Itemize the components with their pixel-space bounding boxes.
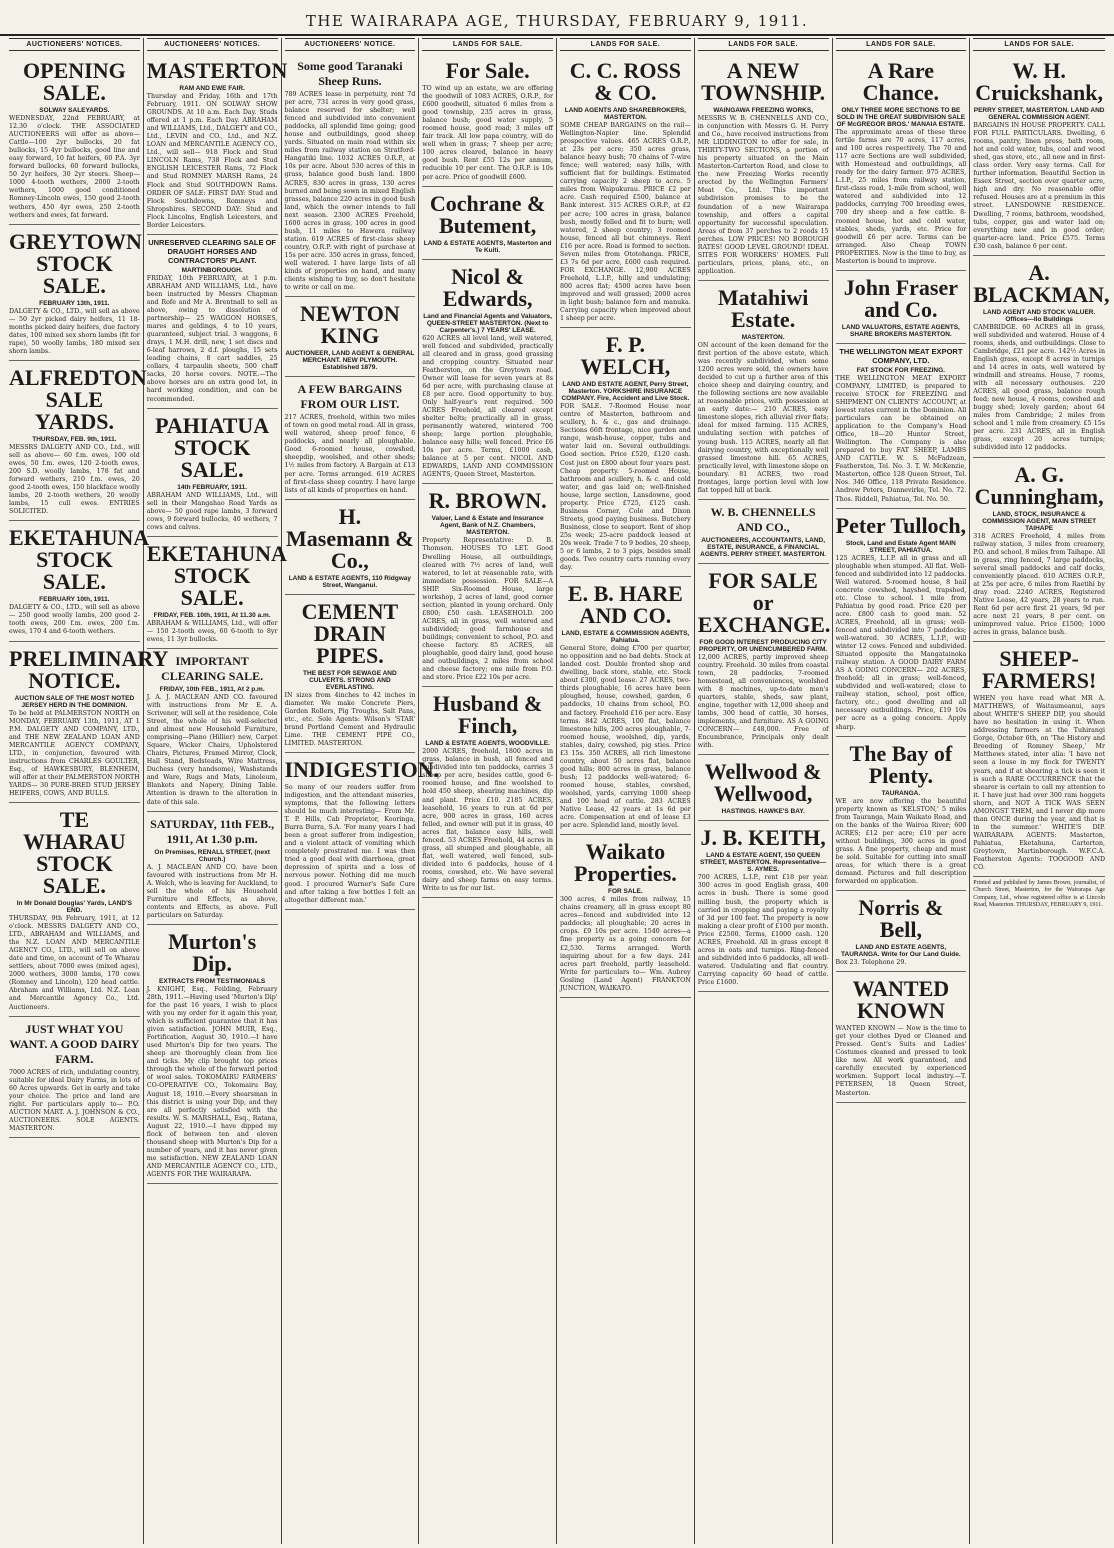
advertisement — [285, 54, 416, 297]
ad-title: PRELIMINARY NOTICE. — [9, 645, 169, 693]
column-header: LANDS FOR SALE. — [560, 38, 691, 51]
ad-title: Peter Tulloch, — [835, 512, 967, 538]
ad-body: General Store, doing £700 per quarter, no opposition and no bad debts. Stock at landed cost. Double fronted shop and dwelling, back store, stable, etc. Stock about £300, good lease. 27 ACRES, two-thirds ploughable, 16 acres have been ploughed, house, cowshed, garden, 6 paddocks, 10 chains from school, P.O. and factory. Freehold £16 per acre. Easy terms. 842 ACRES, 100 flat, balance limestone hills, 200 acres ploughable, 7-roomed house, woolshed, dip, yards, stables, dairy, cowshed, pig sties. Price £3 15s. 350 ACRES, all rich limestone country, about 50 acres flat, balance good hills; 800 acres in grass, balance bush; 12 paddocks well-watered; 6-roomed house, stables, cowshed, woolshed, yards, carrying 1000 sheep and 100 head of cattle. 283 ACRES Native Lease, 42 years at 1s 6d per acre. Compensation at end of lease £3 per acre. Splendid land, mostly level. — [560, 645, 691, 830]
ad-subtitle: Stock, Land and Estate Agent MAIN STREET, PAHIATUA. — [845, 539, 956, 554]
advertisement — [698, 564, 829, 756]
advertisement — [698, 500, 829, 564]
ad-subtitle: MASTERTON. — [741, 333, 785, 341]
column-header: LANDS FOR SALE. — [422, 38, 553, 51]
advertisement — [836, 737, 967, 892]
column-3 — [282, 38, 440, 1544]
column-2 — [144, 38, 288, 1544]
ad-subtitle: PERRY STREET, MASTERTON. LAND AND GENERAL COMMISSION AGENT. — [973, 107, 1105, 121]
ad-title: The Bay of Plenty. — [849, 740, 953, 788]
advertisement — [147, 812, 278, 925]
ad-subtitle: Valuer, Land & Estate and Insurance Agent, Bank of N.Z. Chambers, MASTERTON. — [431, 515, 544, 537]
advertisement — [146, 54, 288, 235]
advertisement — [560, 328, 691, 577]
ad-title: MASTERTON — [146, 58, 288, 83]
ad-body: ON account of the keen demand for the first portion of the above estate, which was recently subdivided, when some 1200 acres were sold, the owners have decided to cut up a further area of this choice sheep and dairying country, and the following sections are now available at reasonable prices, with possession at an early date:— 210 ACRES, easy limestone slopes, rich alluvial river flats; ideal for mixed farming. 115 ACRES, undulating section with patches of young bush. 115 ACRES, nearly all flat dairying country, with exceptionally well grassed limestone hill. 65 ACRES, practically level, with limestone slope on boundary. 81 ACRES, two road frontages, large portion level with low flat topped hill at back. — [697, 341, 829, 494]
ad-body: WEDNESDAY, 22nd FEBRUARY, at 12.30 o'clock. THE ASSOCIATED AUCTIONEERS will offer as above— Cattle—100 2yr bullocks, 20 fat bullocks, 15 4yr bullocks, good line and easy forward, 10 fat heifers, 60 P.A. 3yr forward bullocks, 60 forward bullocks, 50 2yr heifers, 30 2yr steers. Sheep—1000 4-tooth wethers, 2000 2-tooth wethers, 1000 good conditioned Romney-Lincoln ewes, 150 good 2-tooth wethers, 450 4yr ewes, 250 2-tooth wethers and ewes, fat forward. — [9, 115, 140, 219]
ad-subtitle: LAND & ESTATE AGENTS, WOODVILLE. — [425, 740, 550, 748]
ad-body: MESSRS DALGETY AND CO., Ltd., will sell as above— 60 f.m. ewes, 100 old ewes, 50 f.m. ewes, 120 2-tooth ewes, 200 S.D. woolly lambs, 178 fat and forward wethers, 210 f.m. ewes, 20 good 2-tooth ewes, 150 blackface woolly lambs, 20 2-tooth wethers, 20 woolly lambs, 15 cull ewes. ENTRIES SOLICITED. — [9, 443, 140, 516]
ad-title: F. P. WELCH, — [580, 332, 671, 380]
ad-subtitle: LAND AND ESTATE AGENTS, TAURANGA. Write for Our Land Guide. — [841, 944, 961, 959]
ad-subtitle: MARTINBOROUGH. — [181, 266, 243, 274]
column-7 — [833, 38, 971, 1544]
ad-body: To be held at PALMERSTON NORTH on MONDAY, FEBRUARY 13th, 1911, AT 1 P.M. DALGETY AND COMPANY, LTD., and THE NEW ZEALAND LOAN AND MERCANTILE AGENCY COMPANY, LTD., in conjunction, favoured with instructions from CHARLES GOULTER, Esq., of HAWKESBURY, BLENHEIM, will offer at their PALMERSTON NORTH YARDS— 30 PURE-BRED STUD JERSEY HEIFERS, COWS, AND BULLS. — [9, 709, 140, 797]
advertisement — [973, 458, 1105, 643]
advertisement — [9, 521, 150, 641]
ad-title: INDIGESTION. — [284, 756, 440, 782]
advertisement — [146, 537, 287, 649]
ad-title: FOR SALE or EXCHANGE. — [697, 567, 831, 637]
ad-title: EKETAHUNA STOCK SALE. — [9, 525, 150, 595]
ad-title: WANTED KNOWN — [852, 976, 950, 1024]
ad-subtitle: FOR SALE. — [608, 888, 643, 896]
ad-body: J. KNIGHT, Esq., Feilding, February 28th, 1911.—Having used 'Murton's Dip' for the past 16 years, I wish to place with you my order for it again this year, which is sufficient guarantee that it has given satisfaction. JOHN MUIR, Esq., Fortification, August 30, 1910.—I have used Murton's Dip for two years. The sheep are thoroughly clean from lice and ticks. My clip brought top prices through the whole of the forward period of wool sales. TOKOMAIRU FARMERS' CO-OPERATIVE CO., Tokomairu Bay, August 18, 1910.—Every shearsman in this district is using your Dip, and they are all perfectly satisfied with the results. W. S. MARSHALL, Esq., Ratana, August 22, 1910.—I have dipped my flock of between ten and eleven thousand sheep with Murton's Dip for a number of years, and it has never given me satisfaction. NEW ZEALAND LOAN AND MERCANTILE AGENCY CO., LTD., AGENTS FOR THE WAIRARAPA. — [146, 985, 278, 1178]
ad-body: BARGAINS IN HOUSE PROPERTY. CALL FOR FULL PARTICULARS. Dwelling, 6 rooms, pantry, linen press, bath room, hot and cold water, tubs, coal and wood shed, gas stove, etc., all new and in first-class order. Very easy terms. Call for further information. Beautiful Section in Essex Street, section over quarter acre, high and dry. No reasonable offer refused. Houses are at a premium in this street. LANSDOWNE RESIDENCE. Dwelling, 7 rooms, bathroom, woodshed, tubs, copper, gas and water laid on; everything new and in good order; quarter-acre land. Price £575. Terms £30 cash, balance 6 per cent. — [973, 122, 1105, 250]
ad-body: 620 ACRES all level land, well watered, well fenced and subdivided, practically all cleared and in grass, good grassing and cropping country. Situated near Featherston, on the Greytown road. Owner will lease for seven years at 8s 6d per acre, with purchasing clause at £8 per acre. Good opportunity to buy. Only half-year's rent required. 500 ACRES Freehold, all cleared except shelter belts; practically all in grass, permanently watered, wintered 700 sheep; large portion ploughable, balance easy hills; well fenced. Price £6 10s per acre. Terms, £1000 cash, balance at 5 per cent. NICOL AND EDWARDS, LAND AND COMMISSION AGENTS, Queen Street, Masterton. — [422, 334, 553, 479]
ad-subtitle: LAND AND ESTATE AGENT, Perry Street, Masterton. YORKSHIRE INSURANCE COMPANY. Fire, Accident and Live Stock. — [561, 381, 690, 403]
ad-title: R. BROWN. — [428, 488, 547, 514]
ad-title: J. B. KEITH, — [700, 825, 826, 851]
ad-subtitle: FEBRUARY 13th, 1911. — [39, 299, 110, 307]
ad-title: TE WHARAU STOCK SALE. — [23, 807, 126, 899]
advertisement — [836, 972, 967, 1102]
ad-subtitle: AUCTION SALE OF THE MOST NOTED JERSEY HERD IN THE DOMINION. — [14, 694, 135, 709]
ad-body: Box 23. Telephone 29. — [835, 959, 907, 967]
ad-title: Murton's Dip. — [168, 928, 257, 976]
column-header: LANDS FOR SALE. — [836, 38, 967, 51]
advertisement — [9, 1017, 140, 1138]
ad-subtitle: THE BEST FOR SEWAGE AND CULVERTS. STRONG AND EVERLASTING. — [303, 669, 397, 691]
ad-title: Matahiwi Estate. — [717, 284, 809, 332]
ad-title: W. B. CHENNELLS AND CO., — [710, 504, 816, 534]
advertisement — [9, 225, 140, 361]
ad-body: 700 ACRES, L.I.P., rent £18 per year. 300 acres in good English grass, 400 acres in bush. There is some good milling bush, the property which is carried in cropping and paying a royalty of 3d per 100 feet. The property is now making a clear profit of £100 per month. Price £2500. Terms, £1000 cash. 120 ACRES, Freehold. All in grass except 8 acres in oats and turnips. Ring-fenced and subdivided into 6 paddocks, all well-watered. Undulating and flat country. Carrying capacity 60 head of cattle. Price £1600. — [697, 874, 829, 986]
ad-subtitle: AUCTIONEER, LAND AGENT & GENERAL MERCHANT. NEW PLYMOUTH. Established 1879. — [285, 350, 415, 372]
advertisement — [422, 687, 553, 898]
advertisement — [147, 649, 278, 812]
advertisement — [836, 54, 967, 271]
ad-title: A. BLACKMAN, — [973, 259, 1110, 307]
ad-subtitle: WAINGAWA FREEZING WORKS, — [713, 107, 814, 114]
ad-title: Waikato Properties. — [573, 839, 677, 887]
ad-subtitle: LAND VALUATORS, ESTATE AGENTS, SHARE BROKERS MASTERTON. — [841, 323, 960, 338]
ad-subtitle: FOR GOOD INTEREST PRODUCING CITY PROPERTY, OR UNENCUMBERED FARM. — [699, 638, 828, 653]
ad-title: UNRESERVED CLEARING SALE OF DRAUGHT HORSES AND CONTRACTORS' PLANT. — [148, 237, 277, 265]
ad-title: ALFREDTON SALE YARDS. — [9, 364, 147, 434]
ad-title: A NEW TOWNSHIP. — [701, 58, 826, 105]
advertisement — [698, 821, 829, 992]
ad-subtitle: LAND & ESTATE AGENTS, Masterton and Te Kuiti. — [423, 239, 552, 254]
advertisement — [560, 54, 691, 328]
ad-title: Husband & Finch, — [432, 691, 543, 739]
ad-subtitle: RAM AND EWE FAIR. — [179, 85, 245, 92]
ad-body: TO wind up an estate, we are offering the goodwill of 1083 ACRES, O.R.P., for £600 goodwill, situated 6 miles from a good township, 235 acres in grass, balance bush; good water supply, 5 roomed house, good road; 3 miles off fair track. All low papa country, will do well when in grass; 7 sheep per acre; 100 acres cleared, balance in heavy good bush. Rent £55 12s per annum, reducible 10 per cent. The O.R.P. is 10s per acre. Price of goodwill £600. — [422, 85, 553, 181]
ad-title: PAHIATUA STOCK SALE. — [155, 412, 270, 482]
ad-body: THE WELLINGTON MEAT EXPORT COMPANY, LIMITED, is prepared to receive STOCK for FREEZING and SHIPMENT ON CLIENTS' ACCOUNT, at lowest rates current in the Dominion. All particulars can be obtained on application to the Company's Head Office, 18—20 Hunter Street, Wellington. The Company is also prepared to buy FAT SHEEP, LAMBS AND CATTLE. W. S. McFadzean, Featherston, Tel. No. 3. T. W. McKenzie, Masterton, office 128 Queen Street, Tel. Nos. 346 Office, 118 Private Residence. Andrew Peters, Dannevirke, Tel. No. 72. Thos. Riddell, Pahiatua, Tel. No. 50. — [835, 374, 967, 503]
ad-body: ABRAHAM AND WILLIAMS, Ltd., will sell in their Mangahao Road Yards as above— 50 good rape lambs, 3 forward cows, 9 forward bullocks, 40 wethers, 7 cows and calves. — [146, 491, 278, 531]
advertisement — [9, 54, 140, 225]
ad-subtitle: THURSDAY, FEB. 9th, 1911. — [32, 435, 117, 443]
ad-body: DALGETY & CO., LTD., will sell as above— 50 2yr picked dairy heifers, 11 18-months picked dairy heifers, due factory dates, 100 mixed sex shorn lambs (fit for rape), 50 woolly lambs, 180 mixed sex shorn lambs. — [9, 307, 140, 355]
advertisement — [836, 509, 967, 737]
column-header: AUCTIONEERS' NOTICES. — [9, 38, 140, 51]
advertisement — [285, 500, 416, 595]
ad-subtitle: FRIDAY, FEB. 10th, 1911, At 11.30 a.m. — [153, 611, 271, 619]
advertisement — [836, 271, 967, 344]
ad-body: J. A. J. MACLEAN AND CO. favoured with instructions from Mr E. A. Scrivener, will sell at the residence, Cole Street, the whole of his well-selected and almost new Household Furniture, comprising—Piano (Hillier) new, Carpet Square, Wicker Chairs, Upholstered Chairs, Pictures, Framed Mirror, Clock, Hall Stand, Bedsteads, Wire Mattress, Duchess (very handsome), Washstands and Ware, Rugs and Mats, Linoleum, Blankets and Napery, Dining Table. Attention is drawn to the alteration in date of this sale. — [146, 693, 278, 806]
advertisement — [9, 803, 140, 1017]
ad-body: So many of our readers suffer from indigestion, and the attendant miseries, symptoms, that the following letters should be much interesting— From Mr. T. P. Hills, Cab Proprietor, Kooringa, Burra Burra, S.A. 'For many years I had been a great sufferer from indigestion, and a violent attack of vomiting which completely prostrated me. I was then tried a good deal with diarrhoea, great depression of spirits and a loss of nervous power. Nothing did me much good. I procured Warner's Safe Cure and after taking a few bottles I felt an altogether different man.' — [284, 783, 416, 904]
advertisement — [973, 256, 1110, 458]
ad-title: Some good Taranaki Sheep Runs. — [297, 59, 403, 88]
ad-title: THE WELLINGTON MEAT EXPORT COMPANY, LTD. — [839, 346, 963, 365]
advertisement — [147, 235, 278, 409]
ad-body: Thursday and Friday, 16th and 17th February, 1911. ON SOLWAY SHOW GROUNDS. At 10 a.m. Each Day. Studs offered at 1 p.m. Each Day. ABRAHAM and WILLIAMS, Ltd., DALGETY and CO., Ltd., LEVIN and CO., Ltd., and N.Z. LOAN and MERCANTILE AGENCY CO., Ltd., will sell— 918 Flock and Stud LINCOLN Rams, 738 Flock and Stud ENGLISH LEICESTER Rams, 72 Flock and Stud ROMNEY MARSH Rams, 24 Flock and Stud SOUTHDOWN Rams. ORDER OF SALE: FIRST DAY: Stud and Flock Southdowns, Romneys and Shropshires. SECOND DAY: Stud and Flock Lincolns, English Leicesters, and Border Leicesters. — [146, 93, 278, 229]
ad-body: CAMBRIDGE. 60 ACRES all in grass, well subdivided and watered. House of 4 rooms, sheds, and outbuildings. Close to Cambridge, £21 per acre. 142½ Acres in English grass, except 8 acres in turnips and 14 acres in oats, well watered by windmill and streams. House, 7 rooms, with all necessary outhouses. 220 ACRES, all good grass, balance rough feed; new house, 4 rooms, cowshed and buggy shed; lovely garden; about 64 miles from Cambridge; 2 miles from school and 1 mile from creamery. £5 15s per acre. 231 ACRES, all in English grass, except 20 acres turnips; subdivided into 12 paddocks. — [973, 323, 1105, 452]
ad-body: ABRAHAM & WILLIAMS, Ltd., will offer— 150 2-tooth ewes, 60 6-tooth to 8yr ewes, 11 3yr bullocks. — [146, 619, 278, 643]
advertisement — [285, 377, 416, 499]
ad-subtitle: On Premises, RENALL STREET, (next Church.) — [154, 848, 270, 863]
ad-body: DALGETY & CO., LTD., will sell as above— 250 good woolly lambs, 200 good 2-tooth ewes, 200 f.m. ewes, 200 f.m. ewes, 170 4 and 6-tooth wethers. — [9, 604, 140, 636]
advertisement — [560, 835, 691, 998]
ad-body: THURSDAY, 9th February, 1911, at 12 o'clock. MESSRS DALGETY AND CO., LTD., ABRAHAM and WILLIAMS, and the N.Z. LOAN AND MERCANTILE AGENCY CO., LTD., will sell on above date and time, on account of Te Wharau settlers, about 7000 ewes (mixed ages), 2000 wethers, 3000 lambs, 170 cows (Romney and Lincoln), 120 head cattle. Abraham and Williams, Ltd. N.Z. Loan and Mercantile Agency Co., Ltd. Auctioneers. — [9, 915, 140, 1011]
ad-title: SHEEP-FARMERS! — [981, 646, 1097, 694]
ad-body: 7000 ACRES of rich, undulating country, suitable for ideal Dairy Farms, in lots of 60 Acres upwards. Get in early and take your choice. The price and land are right. For particulars apply to— P.O. AUCTION MART. A. J. JOHNSON & CO., AUCTIONEERS. SOLE AGENTS. MASTERTON. — [9, 1068, 140, 1132]
ad-body: 125 ACRES, L.I.P. all in grass and all ploughable when stumped. All flat. Well-fenced and subdivided into 12 paddocks. Well watered. 5-roomed house, 8 bail concrete cowshed, hayshed, trapshed, etc. Close to school. 1 mile from Pahiatua by good road. Price £20 per acre. £800 cash to good man. 52 ACRES, Freehold, all in grass; well-fenced and subdivided into 7 paddocks; well-watered. 30 ACRES, L.I.P., will winter 12 cows. Fenced and subdivided. Situated opposite the Mangatainoka railway station. A GOOD DAIRY FARM AS A GOING CONCERN— 202 ACRES, freehold; all in grass; well-fenced, subdivided and well-watered; close to railway station, school, post office, factory, etc.; good dwelling and all necessary outbuildings. Price, £19 10s per acre as a going concern. Apply sharp. — [835, 554, 967, 731]
ad-title: For Sale. — [445, 58, 530, 83]
ad-subtitle: Land and Financial Agents and Valuators, QUEEN-STREET MASTERTON. (Next to Carpenter's.) 7 YEARS' LEASE. — [423, 312, 552, 334]
advertisement — [973, 642, 1105, 877]
ad-title: Norris & Bell, — [858, 895, 944, 943]
ad-subtitle: ONLY THREE MORE SECTIONS TO BE SOLD IN THE GREAT SUBDIVISION SALE OF McGREGOR BROS.' MANAIA ESTATE. — [836, 107, 966, 128]
column-header: LANDS FOR SALE. — [973, 38, 1105, 51]
ad-subtitle: HASTINGS. HAWKE'S BAY. — [721, 808, 805, 816]
ad-title: W. H. Cruickshank, — [975, 58, 1104, 105]
advertisement — [9, 642, 169, 804]
ad-subtitle: FAT STOCK FOR FREEZING. — [856, 366, 945, 374]
ad-body: IN sizes from 4inches to 42 inches in diameter. We make Concrete Piers, Garden Rollers, Pig Troughs, Salt Pans, etc., etc. Sole Agents: Wilson's 'STAR' brand Portland Cement and Hydraulic Lime. THE CEMENT PIPE CO., LIMITED. MASTERTON. — [284, 691, 416, 747]
ad-subtitle: LAND & ESTATE AGENTS, 110 Ridgway Street, Wanganui. — [288, 574, 412, 589]
imprint-footer: Printed and published by James Brown, journalist, of Church Street, Masterton, for the Wairarapa Age Company, Ltd., whose registered office is at Lincoln Road, Masterton. THURSDAY, FEBRUARY 9, 1911. — [973, 880, 1105, 908]
ad-title: A Rare Chance. — [862, 58, 940, 105]
ad-title: IMPORTANT CLEARING SALE. — [161, 653, 264, 683]
ad-title: A FEW BARGAINS FROM OUR LIST. — [297, 382, 403, 412]
ad-title: CEMENT DRAIN PIPES. — [301, 598, 399, 668]
ad-title: John Fraser and Co. — [843, 274, 958, 322]
ad-body: FRIDAY, 10th FEBRUARY, at 1 p.m. ABRAHAM AND WILLIAMS, Ltd., have been instructed by Messrs Chapman and Rofe and Mr A. Brentnall to sell as above, owing to dissolution of partnership— 25 WAGGON HORSES, mares and geldings, 4 to 10 years, guaranteed, subject trial. 3 waggons, 6 drays, 1 M.H. drill, new, 1 set discs and 6-leaf harrows, 2 d.f. ploughs, 15 sets leading chains, 8 cart saddles, 25 collars, 4 tarpaulin sheets, 500 chaff sacks, 20 horse covers. NOTE.—The above horses are an extra good lot, in hard working condition, and can be recommended. — [146, 274, 278, 403]
advertisement — [285, 595, 416, 753]
ad-subtitle: LAND AGENT AND STOCK VALUER. Offices—Ilo Buildings — [982, 308, 1096, 323]
ad-subtitle: EXTRACTS FROM TESTIMONIALS — [159, 977, 266, 985]
ad-body: FOR SALE. 7-Roomed House near centre of Masterton, bathroom and scullery, h. & c., gas and drainage. Sections 66ft frontage, nice garden and range, wash-house, copper, tubs and water laid on. Several outbuildings. Good section. Price £520, £120 cash. Cost just on £800 about four years past. Cheap property. 5-roomed House, bathroom and scullery, h. & c. and cold water, and gas laid on; well-finished house, large section, Lansdowne, good property. Price £725, £125 cash. Business Corner, Cole and Dixon Streets, good paying business. Butchery Business, close to seaport. Rent of shop 25s week; 25-acre paddock leased at 20s week. Trade 7 to 9 bodies, 20 sheep, 5 or 6 lambs, 2 to 3 pigs, besides small goods. Two country carts running every day. — [560, 403, 691, 572]
advertisement — [9, 361, 147, 521]
ad-title: GREYTOWN STOCK SALE. — [9, 228, 142, 298]
masthead: THE WAIRARAPA AGE, THURSDAY, FEBRUARY 9, 1911. — [0, 0, 1114, 36]
ad-title: EKETAHUNA STOCK SALE. — [146, 540, 287, 610]
ad-title: C. C. ROSS & CO. — [569, 58, 681, 105]
ad-subtitle: LAND & ESTATE AGENT, 150 QUEEN STREET, MASTERTON. Representative—S. AYMES. — [699, 852, 827, 874]
column-8 — [970, 38, 1108, 1544]
column-4 — [419, 38, 557, 1544]
advertisement — [422, 187, 553, 260]
ad-body: WE are now offering the beautiful property known as 'KELSTON,' 5 miles from Tauranga, Main Waikato Road, and on the banks of the Wairoa River; 600 ACRES; £12 per acre; £10 per acre without buildings, 300 acres in good grass. A fine property, cheap and must be sold. Suitable for cutting into small areas, for which there is a great demand. Pictures and full description forwarded on application. — [835, 797, 967, 886]
advertisement — [422, 260, 553, 485]
advertisement — [836, 891, 967, 972]
ad-subtitle: SOLWAY SALEYARDS. — [39, 107, 110, 114]
column-header: AUCTIONEERS' NOTICES. — [147, 38, 278, 51]
advertisement — [422, 484, 553, 687]
ad-subtitle: In Mr Donald Douglas' Yards, LAND'S END. — [16, 900, 133, 915]
ad-subtitle: LAND, STOCK, INSURANCE & COMMISSION AGENT, MAIN STREET TAIHAPE — [982, 510, 1097, 532]
advertisement — [285, 297, 416, 377]
column-header: LANDS FOR SALE. — [698, 38, 829, 51]
advertisement — [284, 753, 440, 910]
ad-subtitle: FRIDAY, 10th FEB., 1911, At 2 p.m. — [159, 685, 265, 693]
advertisement — [698, 755, 829, 821]
ad-body: 2000 ACRES, freehold, 1800 acres in grass, balance in bush, all fenced and subdivided into ten paddocks, carries 3 sheep per acre, besides cattle, good 6-roomed house, and fine woolshed to hold 450 sheep, shearing machines, dip and plant. Price £10. 2185 ACRES, leasehold, 16 years to run at 6d per acre, 900 acres in grass, 160 acres felled, and owner will put it in grass, 40 acres flat, balance easy hills, well fenced. 53 ACRES Freehold, 44 acres in grass, all stumped and ploughable, all flat, well watered, well fenced, sub-divided into 6 paddocks, house of 4 rooms, cowshed, etc. We have several dairy and sheep farms on easy terms. Write to us for our list. — [422, 748, 553, 893]
column-5 — [557, 38, 695, 1544]
newspaper-page — [6, 38, 1108, 1544]
ad-title: SATURDAY, 11th FEB., 1911, At 1.30 p.m. — [150, 816, 275, 846]
ad-subtitle: AUCTIONEERS, ACCOUNTANTS, LAND, ESTATE, INSURANCE, & FINANCIAL AGENTS. PERRY STREET. MASTERTON. — [700, 536, 827, 558]
advertisement — [560, 577, 691, 835]
advertisement — [698, 281, 829, 500]
column-1 — [6, 38, 169, 1544]
advertisement — [147, 925, 278, 1184]
ad-subtitle: TAURANGA. — [881, 789, 921, 797]
ad-body: 318 ACRES Freehold, 4 miles from railway station, 3 miles from creamery, P.O. and school, 8 miles from Taihape. All in grass, ring fenced, 7 large paddocks, several small paddocks and calf docks, conveniently placed. 610 ACRES O.R.P., at 25s per acre, 6 miles from Raetihi by dray road. 2240 ACRES, Registered Native Lease, 42 years, 28 years to run. Rent 6d per acre first 21 years, 9d per acre next 21 years, 8 per cent. on unimproved value. Price £1500; 1000 acres in grass, balance bush. — [973, 532, 1105, 637]
ad-body: MESSRS W. B. CHENNELLS AND CO., in conjunction with Messrs G. H. Perry and Co., have received instructions from MR LIDDINGTON to offer for sale, in THIRTY-TWO SECTIONS, a portion of his property situated on the Main Masterton-Carterton Road, and close to the new Freezing Works recently erected by the Wellington Farmers' Meat Co., Ltd. This important subdivision promises to be the foundation of a new Wairarapa township, and offers a capital opportunity for successful speculation. Areas of from 37 perches to 2 roods 15 perches. LOW PRICES! NO BOROUGH RATES! GOOD LEVEL GROUND! IDEAL SITES FOR WORKERS' HOMES. Full particulars, prices, plans, etc., on application. — [697, 115, 829, 275]
ad-body: 789 ACRES lease in perpetuity, rent 7d per acre, 731 acres in very good grass, balance reserved for shelter; well fenced and subdivided into convenient paddocks, all splendid lime going; good house and outbuildings, good sheep yards. Situated on main road within six miles from railway station on Stratford-Hangatiki line. 1032 ACRES O.R.P., at 10s per acre. About 530 acres of this in grass, balance good bush land. 1800 ACRES, 830 acres in grass, 130 acres burned and being sown in mixed English grasses, balance 220 acres in good bush land, which the owner intends to fall next season. 2300 ACRES Freehold, 1600 acres in grass, 100 acres in good bush, 11 miles to Hawera railway station. 619 ACRES of first-class sheep country, O.R.P. with right of purchase at 15s per acre. 350 acres in grass, fenced, well watered. I have large lists of all kinds of properties on hand, and many clients wishing to buy, so don't hesitate to write or call on me. — [284, 91, 416, 292]
column-6 — [695, 38, 833, 1544]
ad-title: H. Masemann & Co., — [286, 503, 414, 573]
ad-body: 217 ACRES, freehold, within two miles of town on good metal road. All in grass, well watered, sheep proof fence, 6 paddocks, and nearly all ploughable. Good 6-roomed house, cowshed, sheepdip, woolshed, and other sheds; 1½ miles from factory. A Bargain at £13 per acre. Terms arranged. 619 ACRES of first-class sheep country. I have large lists of all kinds of properties on hand. — [284, 414, 416, 494]
ad-title: E. B. HARE AND CO. — [567, 581, 683, 629]
ad-title: Nicol & Edwards, — [442, 263, 533, 311]
advertisement — [698, 54, 829, 281]
advertisement — [422, 54, 553, 187]
ad-subtitle: LAND, ESTATE & COMMISSION AGENTS, Pahiatua. — [561, 630, 690, 645]
advertisement — [147, 409, 278, 537]
ad-title: JUST WHAT YOU WANT. A GOOD DAIRY FARM. — [9, 1021, 140, 1066]
ad-body: A. J. MACLEAN AND CO. have been favoured with instructions from Mr H. A. Welch, who is leaving for Auckland, to sell the whole of his Household Furniture and Effects, as above, contents and Effects, as above. Full particulars on Saturday. — [146, 863, 278, 919]
ad-title: OPENING SALE. — [23, 58, 126, 105]
ad-body: WANTED KNOWN — Now is the time to get your clothes Dyed or Cleaned and Pressed. Gent's Suits and Ladies' Costumes cleaned and pressed to look like new. All work guaranteed, and carefully executed by experienced workmen. Support local industry.—T. PETERSEN, 18 Queen Street, Masterton. — [835, 1025, 967, 1097]
ad-body: Property Representative: D. B. Thomson. HOUSES TO LET. Good Dwelling House, all outbuildings, cleared with 7½ acres of land, well watered, to let at reasonable rate, with immediate possession. FOR SALE—A SHIP. Six-Roomed House, large workshop, 2 acres of land, good corner section, planted in young orchard. Only £800; £50 cash. LEASEHOLD. 200 ACRES, all in grass, well watered and subdivided; good farmhouse and buildings; convenient to school, P.O. and cheese factory. 85 ACRES, all ploughable, good dairy land, good house and outbuildings, 2 miles from school and cheese factory; one mile from P.O. and store. Price £22 10s per acre. — [422, 537, 553, 682]
column-header: AUCTIONEERS' NOTICE. — [285, 38, 416, 51]
ad-body: The approximate areas of these three fertile farms are 70 acres, 117 acres, and 100 acres respectively. The 70 and 117 acre Sections are well subdivided, with Homestead and outbuildings, all ready for the dairy farmer. 975 ACRES, L.I.P., 25 miles from railway station, first-class road, 1-mile from school, well watered and subdivided into 12 paddocks, carrying 700 breeding ewes, 700 dry sheep and a few cattle. 8-roomed house, hot and cold water, stables, sheds, yards, etc. Price for goodwill £6 per acre. Terms can be arranged. Also Cheap TOWN PROPERTIES. Now is the time to buy, as Masterton is bound to improve. — [835, 129, 967, 265]
advertisement — [836, 344, 967, 509]
ad-subtitle: 14th FEBRUARY, 1911. — [177, 483, 248, 491]
advertisement — [973, 54, 1105, 256]
ad-subtitle: LAND AGENTS AND SHAREBROKERS, MASTERTON. — [564, 107, 686, 121]
ad-body: 12,000 ACRES, partly improved sheep country. Freehold. 30 miles from coastal town, 28 paddocks, 7-roomed homestead, all conveniences, woolshed with 8 machines, up-to-date men's quarters, stable, sheds, saw plant, engine, together with 12,000 sheep and lambs, 300 head of cattle, 30 horses, implements, and furniture. AS A GOING CONCERN— £48,000. Free of Encumbrance, Principals only dealt with. — [697, 653, 829, 750]
ad-title: Cochrane & Butement, — [429, 190, 546, 238]
ad-body: 300 acres, 4 miles from railway, 15 chains creamery, all in grass except 80 acres—fenced and subdivided into 12 paddocks; all ploughable; 20 acres in crops. £9 10s per acre. 1540 acres—a fine property as a going concern for £2,530. Terms arranged. Worth inquiring about for a few days. 241 acres part freehold, partly leasehold. Write for particulars to— Wm. Aubrey Gosling (Land Agent) FRANKTON JUNCTION, WAIKATO. — [560, 896, 691, 992]
ad-body: SOME CHEAP BARGAINS on the rail—Wellington-Napier line. Splendid prospective values. 465 ACRES O.R.P., at 23s per acre; 350 acres grass, balance heavy bush; 70 chains of 7-wire fence; well watered; easy hills, with sufficient flat for buildings. Estimated carrying capacity 2 sheep to acre. 5 miles from Waipukurau. PRICE £2 per acre. Cash required £500, balance at Bank interest. 315 ACRES O.R.P., at £2 per acre; 100 acres in grass, balance bush, mostly felled and fit to burn; well watered, 2 sheep country; 3 roomed house, fenced all but chimneys. Rent £16 per acre. Road is formed to section. Seven miles from Ototohanga. PRICE, £3 7s 6d per acre, £600 cash required. FOR EXCHANGE. 12,900 ACRES Freehold, L.I.P., hilly and undulating; 800 acres flat; 4500 acres have been improved and well grassed; 2000 acres in light bush; balance fern and manuka. Carrying capacity when improved about 1 sheep per acre. — [560, 122, 691, 323]
ad-title: Wellwood & Wellwood, — [704, 759, 822, 807]
ad-title: NEWTON KING — [299, 301, 400, 349]
ad-subtitle: FEBRUARY 10th, 1911. — [39, 596, 110, 604]
ad-title: A. G. Cunningham, — [974, 461, 1104, 509]
ad-body: WHEN you have read what MR A. MATTHEWS, of Waitaumeanui, says about WHITE'S SHEEP DIP, you should have no hesitation in using it. When addressing farmers at the Tuhirangi Gorge, October 6th, on 'The History and Breeding of Romney Sheep,' Mr Matthews stated, inter alia: 'I have not seen a louse in my flock for TWENTY years, and if at shearing a tick is seen it is such a RARE OCCURRENCE that the shearer is certain to call my attention to it. I have just had over 300 ram hoggets shorn, and NOT A TICK WAS SEEN AMONGST THEM, and I never dip more than ONCE during the year, and that is in the summer.' WHITE'S DIP. WAIRARAPA AGENTS: Masterton, Pahiatua, Eketahuna, Carterton, Greytown, Martinborough. W.F.C.A. Featherston Agents: TOOGOOD AND CO. — [973, 695, 1105, 872]
